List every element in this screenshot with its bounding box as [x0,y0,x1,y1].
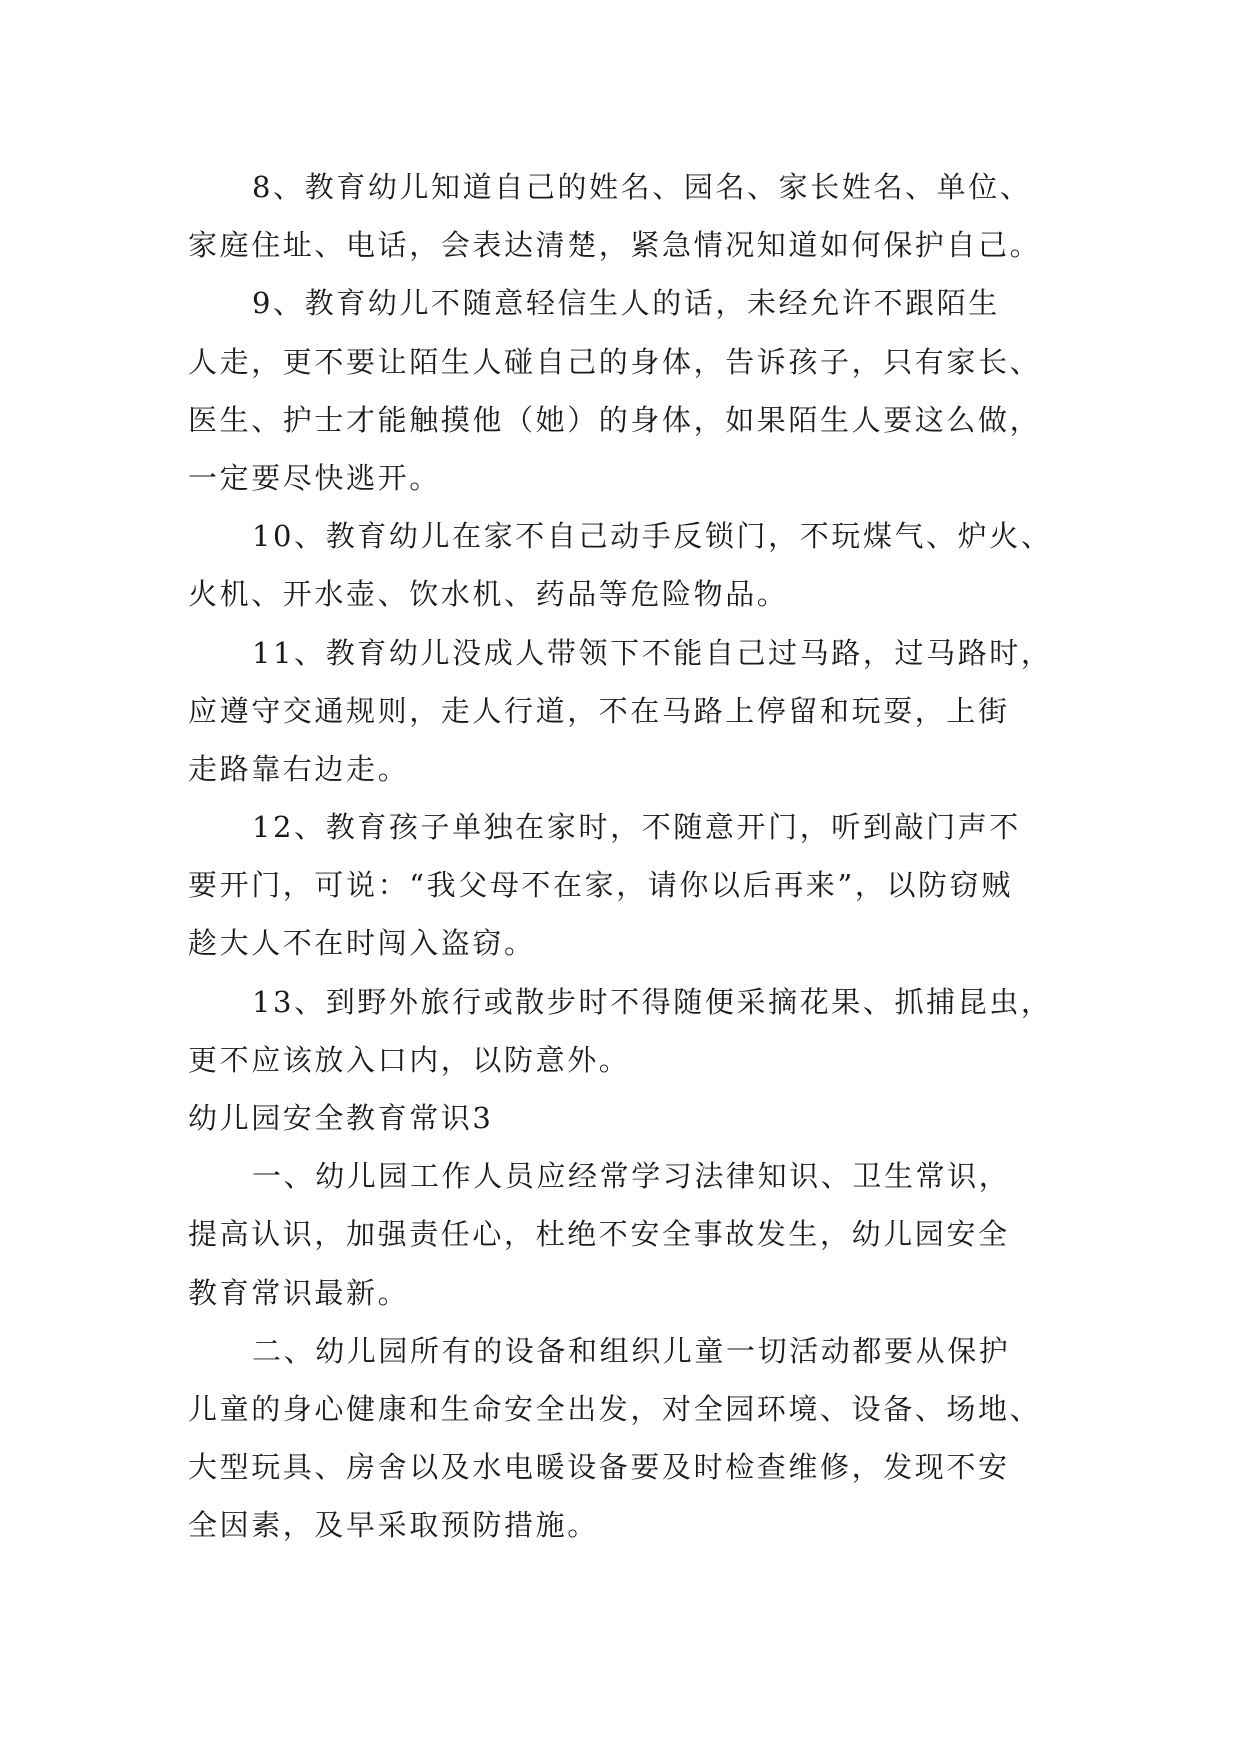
text-line: 一、幼儿园工作人员应经常学习法律知识、卫生常识， [252,1159,1011,1194]
text-line: 全因素，及早采取预防措施。 [188,1508,599,1543]
text-line: 人走，更不要让陌生人碰自己的身体，告诉孩子，只有家长、 [188,344,1042,379]
text-line: 儿童的身心健康和生命安全出发，对全园环境、设备、场地、 [188,1391,1042,1426]
text-line: 12、教育孩子单独在家时，不随意开门，听到敲门声不 [252,810,1021,845]
document-body [188,158,1088,1555]
text-line: 教育常识最新。 [188,1275,410,1310]
text-line: 10、教育幼儿在家不自己动手反锁门，不玩煤气、炉火、 [252,519,1053,554]
text-line: 医生、护士才能触摸他（她）的身体，如果陌生人要这么做， [188,402,1042,437]
text-line: 11、教育幼儿没成人带领下不能自己过马路，过马路时， [252,635,1053,670]
text-line: 13、到野外旅行或散步时不得随便采摘花果、抓捕昆虫， [252,984,1053,1019]
text-line: 要开门，可说：“我父母不在家，请你以后再来”，以防窃贼 [188,868,1013,903]
text-line: 大型玩具、房舍以及水电暖设备要及时检查维修，发现不安 [188,1450,1010,1485]
text-line: 走路靠右边走。 [188,751,410,786]
text-line: 一定要尽快逃开。 [188,460,441,495]
text-line: 二、幼儿园所有的设备和组织儿童一切活动都要从保护 [252,1333,1011,1368]
text-line: 火机、开水壶、饮水机、药品等危险物品。 [188,577,789,612]
text-line: 趁大人不在时闯入盗窃。 [188,926,536,961]
section-heading: 幼儿园安全教育常识3 [188,1101,494,1135]
text-line: 应遵守交通规则，走人行道，不在马路上停留和玩耍，上街 [188,693,1010,728]
text-line: 9、教育幼儿不随意轻信生人的话，未经允许不跟陌生 [252,286,1000,321]
text-line: 更不应该放入口内，以防意外。 [188,1042,631,1077]
text-line: 8、教育幼儿知道自己的姓名、园名、家长姓名、单位、 [252,170,1032,204]
text-line: 提高认识，加强责任心，杜绝不安全事故发生，幼儿园安全 [188,1217,1010,1252]
text-line: 家庭住址、电话，会表达清楚，紧急情况知道如何保护自己。 [188,228,1042,263]
